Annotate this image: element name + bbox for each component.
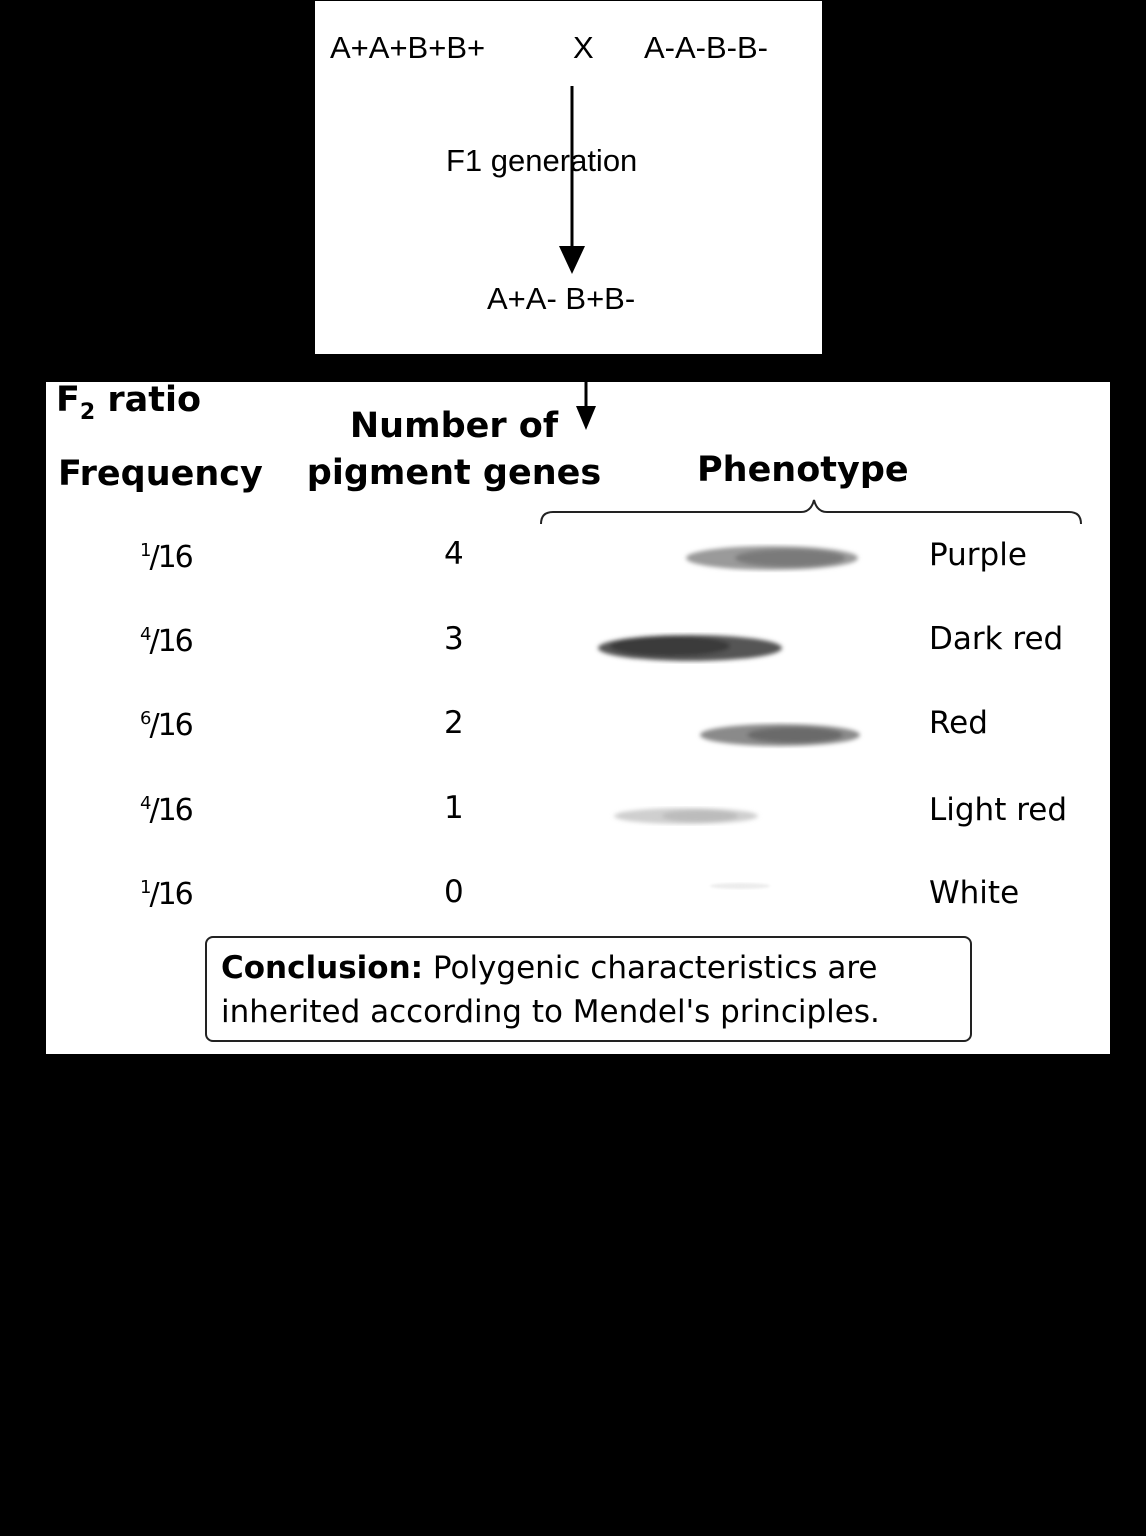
parent1-genotype: A+A+B+B+	[330, 30, 486, 65]
row2-phenotype: Dark red	[929, 621, 1064, 657]
row5-phenotype: White	[929, 875, 1020, 911]
conclusion-text-line2: inherited according to Mendel's principles.	[221, 994, 880, 1030]
conclusion-box	[205, 936, 972, 1042]
row5-genes: 0	[444, 874, 464, 910]
kernel-dark-red-icon	[598, 635, 782, 661]
kernel-red-icon	[700, 724, 860, 746]
f2-ratio-label: $F_2$ ratio	[56, 380, 202, 425]
row1-phenotype: Purple	[929, 537, 1027, 573]
row4-genes: 1	[444, 790, 464, 826]
row1-frequency: $^1$/16	[140, 540, 192, 575]
conclusion-line1	[221, 946, 958, 990]
conclusion-label: Conclusion:	[221, 950, 424, 986]
row3-frequency: $^6$/16	[140, 708, 192, 743]
cross-symbol: X	[573, 30, 594, 65]
frequency-header: Frequency	[58, 454, 263, 494]
conclusion-text-line1: Polygenic characteristics are	[423, 950, 878, 986]
kernel-white-icon	[710, 883, 770, 889]
row2-frequency: $^4$/16	[140, 624, 192, 659]
f1-genotype: A+A- B+B-	[487, 281, 636, 316]
f1-generation-label: F1 generation	[446, 143, 638, 178]
row4-phenotype: Light red	[929, 792, 1068, 828]
genes-header-line2: pigment genes	[306, 453, 602, 493]
phenotype-brace	[541, 500, 1081, 524]
genes-header-line1: Number of	[349, 406, 559, 446]
kernel-light-red-icon	[614, 808, 758, 824]
row3-phenotype: Red	[929, 705, 988, 741]
cross-arrow-head	[559, 246, 585, 274]
phenotype-header: Phenotype	[697, 450, 909, 490]
row1-genes: 4	[444, 536, 464, 572]
parent2-genotype: A-A-B-B-	[644, 30, 768, 65]
row5-frequency: $^1$/16	[140, 877, 192, 912]
row4-frequency: $^4$/16	[140, 793, 192, 828]
row3-genes: 2	[444, 705, 464, 741]
kernel-purple-icon	[686, 546, 858, 570]
row2-genes: 3	[444, 621, 464, 657]
